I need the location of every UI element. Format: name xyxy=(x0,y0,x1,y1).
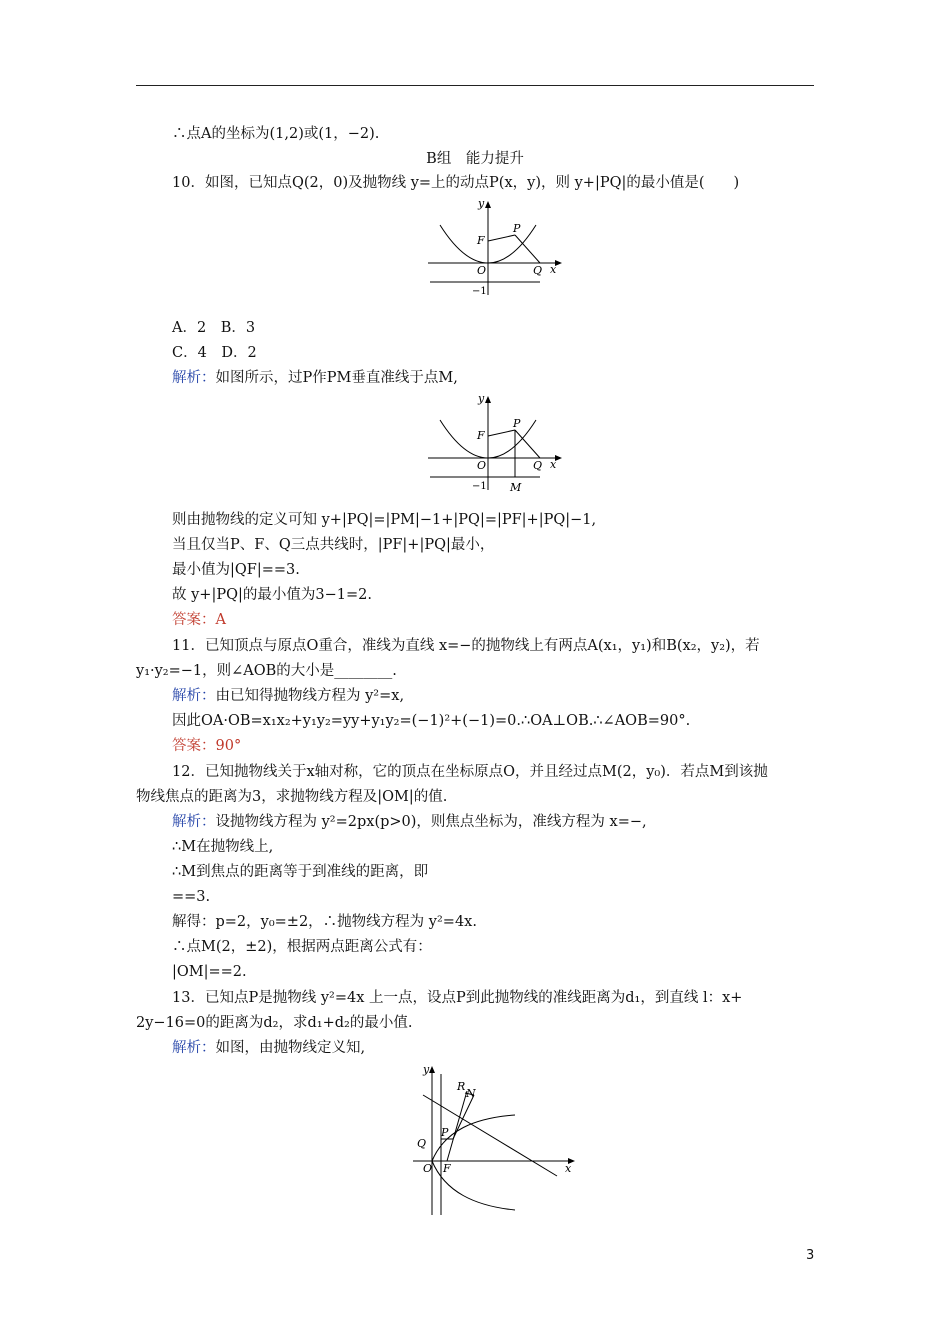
label-y: y xyxy=(478,197,485,210)
question-12-cont: 物线焦点的距离为3，求抛物线方程及|OM|的值. xyxy=(136,789,448,805)
question-13: 13．已知点P是抛物线 y²=4x 上一点，设点P到此抛物线的准线距离为d₁，到直线 l：x+ xyxy=(172,990,743,1006)
text-line: 因此OA·OB=x₁x₂+y₁y₂=yy+y₁y₂=(−1)²+(−1)=0.∴OA⊥OB.∴∠AOB=90°. xyxy=(172,713,691,729)
label-Q: Q xyxy=(417,1137,427,1150)
text-line: ∴点A的坐标为(1,2)或(1，−2). xyxy=(172,126,380,142)
label-x: x xyxy=(565,1162,572,1175)
analysis-label: 解析： xyxy=(172,1040,216,1056)
question-13-cont: 2y−16=0的距离为d₂，求d₁+d₂的最小值. xyxy=(136,1015,413,1031)
analysis-label: 解析： xyxy=(172,688,216,704)
analysis-line: 解析：由已知得抛物线方程为 y²=x, xyxy=(172,688,405,704)
label-minus-one: −1 xyxy=(472,286,487,297)
label-M: M xyxy=(510,481,522,494)
option-line-1: A．2 B．3 xyxy=(172,320,256,336)
label-O: O xyxy=(423,1162,433,1175)
question-10: 10．如图，已知点Q(2，0)及抛物线 y=上的动点P(x，y)，则 y+|PQ|的最小值是( ) xyxy=(172,175,740,191)
label-R: R xyxy=(457,1080,466,1093)
parabola-figure-3 xyxy=(405,1060,585,1220)
text-line: |OM|==2. xyxy=(172,964,247,980)
label-minus-one: −1 xyxy=(472,481,487,492)
label-y: y xyxy=(423,1063,430,1076)
label-x: x xyxy=(550,458,557,471)
label-P: P xyxy=(513,222,521,235)
label-N: N xyxy=(466,1087,476,1100)
text-line: 则由抛物线的定义可知 y+|PQ|=|PM|−1+|PQ|=|PF|+|PQ|−1, xyxy=(172,512,597,528)
question-11-cont: y₁·y₂=−1，则∠AOB的大小是________. xyxy=(136,663,397,679)
section-heading: B组 能力提升 xyxy=(426,151,524,167)
label-Q: Q xyxy=(533,459,543,472)
analysis-line: 解析：如图，由抛物线定义知, xyxy=(172,1040,366,1056)
label-P: P xyxy=(513,417,521,430)
text-line: 当且仅当P、F、Q三点共线时，|PF|+|PQ|最小， xyxy=(172,537,495,553)
text-line: 最小值为|QF|==3. xyxy=(172,562,300,578)
text-line: ==3. xyxy=(172,889,211,905)
text-line: 故 y+|PQ|的最小值为3−1=2. xyxy=(172,587,372,603)
option-line-2: C．4 D．2 xyxy=(172,345,257,361)
header-rule xyxy=(136,85,814,86)
label-O: O xyxy=(477,459,487,472)
label-O: O xyxy=(477,264,487,277)
label-F: F xyxy=(443,1162,451,1175)
answer-10: 答案：A xyxy=(172,612,226,628)
label-F: F xyxy=(477,429,485,442)
label-P: P xyxy=(441,1126,449,1139)
label-Q: Q xyxy=(533,264,543,277)
parabola-figure-1 xyxy=(420,195,570,300)
text-line: ∴M在抛物线上, xyxy=(172,839,274,855)
question-12: 12．已知抛物线关于x轴对称，它的顶点在坐标原点O，并且经过点M(2，y₀)．若点M到该抛 xyxy=(172,764,768,780)
label-y: y xyxy=(478,392,485,405)
analysis-line: 解析：设抛物线方程为 y²=2px(p>0)，则焦点坐标为，准线方程为 x=−, xyxy=(172,814,647,830)
text-line: 解得：p=2，y₀=±2，∴抛物线方程为 y²=4x. xyxy=(172,914,477,930)
page-number: 3 xyxy=(806,1248,815,1263)
analysis-label: 解析： xyxy=(172,370,216,386)
label-x: x xyxy=(550,263,557,276)
analysis-label: 解析： xyxy=(172,814,216,830)
text-line: ∴M到焦点的距离等于到准线的距离，即 xyxy=(172,864,429,880)
label-F: F xyxy=(477,234,485,247)
question-11: 11．已知顶点与原点O重合，准线为直线 x=−的抛物线上有两点A(x₁，y₁)和B(x₂，y₂)，若 xyxy=(172,638,760,654)
parabola-figure-2 xyxy=(420,390,570,495)
analysis-line: 解析：如图所示，过P作PM垂直准线于点M, xyxy=(172,370,458,386)
answer-11: 答案：90° xyxy=(172,738,242,754)
text-line: ∴点M(2，±2)，根据两点距离公式有： xyxy=(172,939,432,955)
